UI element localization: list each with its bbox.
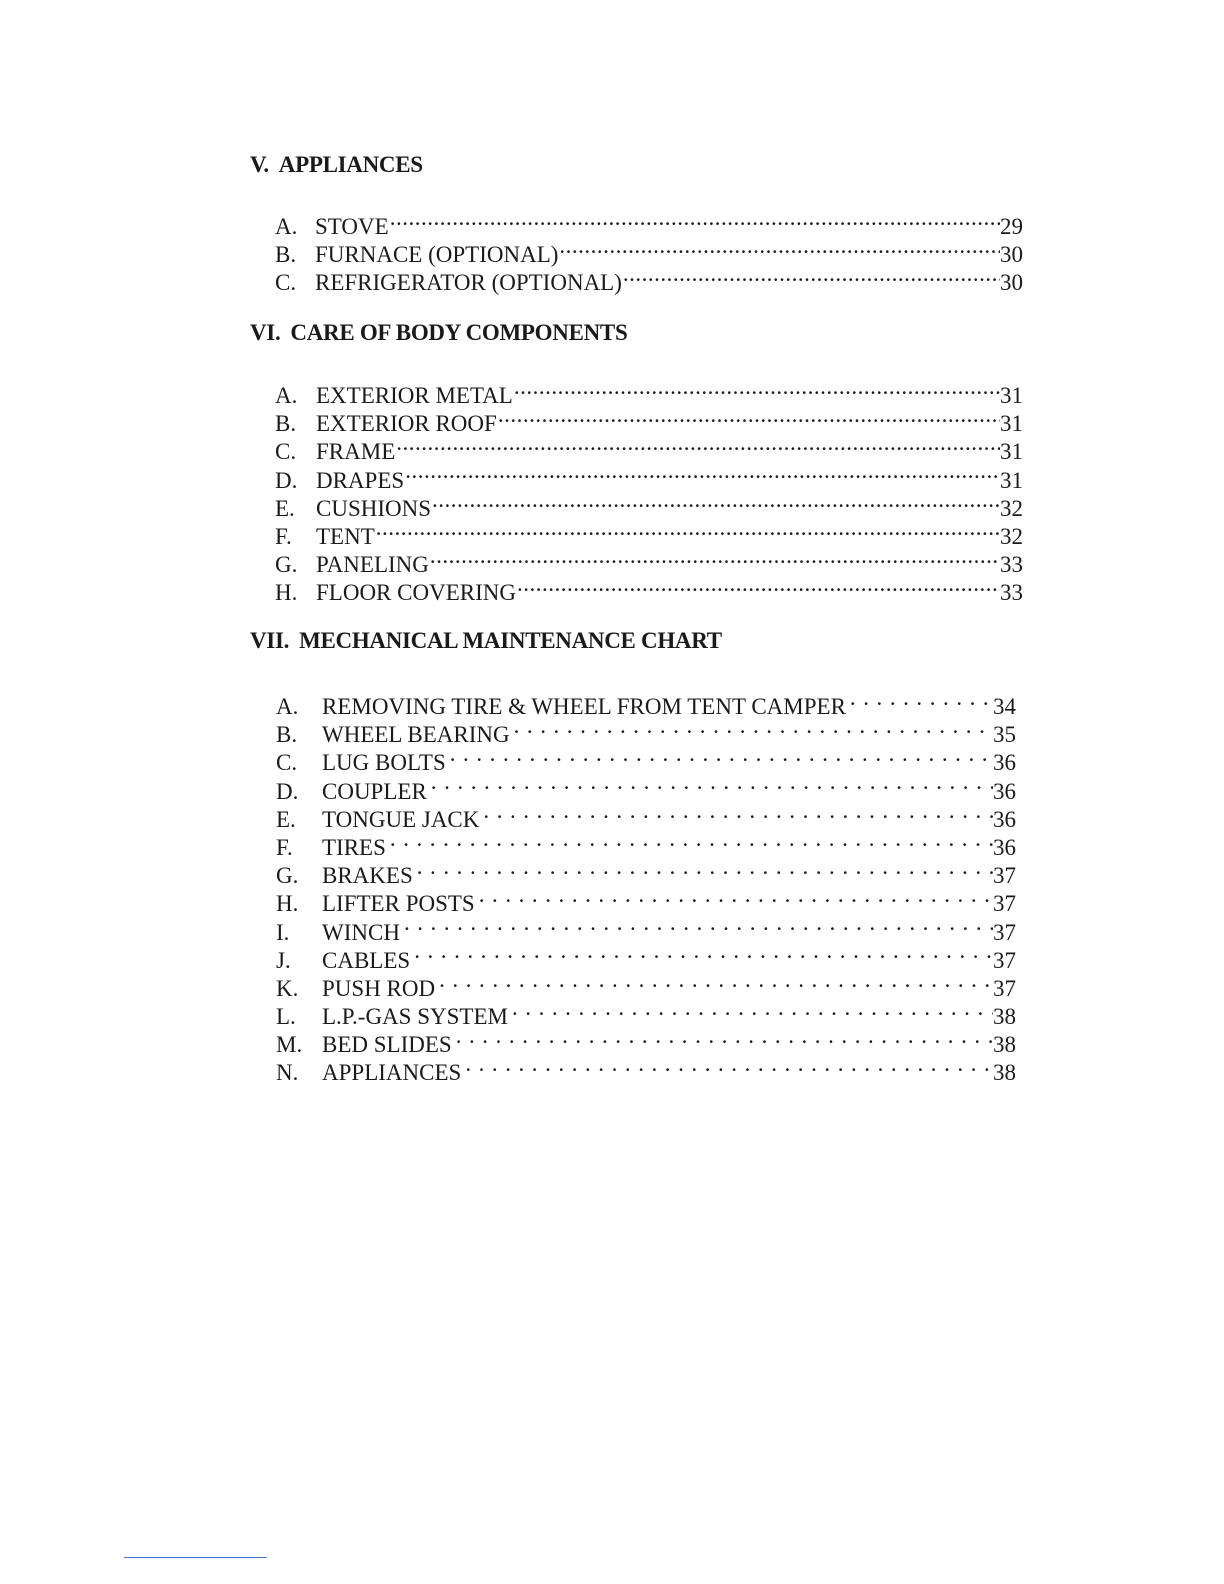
entry-letter: N. (276, 1060, 299, 1086)
entry-page-number: 29 (1000, 214, 1023, 239)
entry-page-number: 36 (993, 806, 1016, 832)
dot-leader (475, 883, 993, 911)
dot-leader (427, 771, 993, 799)
dot-leader (510, 714, 993, 742)
entry-letter: B. (275, 411, 297, 437)
entry-title: LUG BOLTS (322, 750, 446, 776)
dot-leader (389, 206, 1000, 234)
dot-leader (508, 996, 993, 1024)
entry-letter: C. (276, 750, 298, 776)
entry-page-number: 31 (1000, 383, 1023, 408)
entry-title: CABLES (322, 947, 411, 973)
toc-section-care-of-body-components (250, 320, 1023, 606)
entry-letter: F. (275, 523, 292, 549)
dot-leader (558, 234, 1000, 262)
entry-page-number: 36 (993, 834, 1016, 860)
toc-entry[interactable] (276, 855, 1016, 889)
footer-rule (124, 1557, 267, 1558)
entry-letter: D. (276, 778, 299, 804)
entry-page-number: 37 (993, 919, 1016, 945)
dot-leader (410, 940, 993, 968)
section-heading (250, 152, 423, 178)
entry-title: WINCH (322, 919, 400, 945)
entry-title: LIFTER POSTS (322, 891, 475, 917)
toc-section-appliances (250, 152, 1023, 296)
entry-title: COUPLER (322, 778, 427, 804)
dot-leader (516, 572, 1000, 600)
entry-page-number: 30 (1000, 242, 1023, 268)
entry-page-number: 37 (993, 863, 1016, 889)
toc-entry-list (275, 206, 1023, 296)
entry-letter: B. (276, 722, 298, 748)
entry-letter: I. (276, 919, 290, 945)
entry-letter: K. (276, 975, 299, 1001)
entry-letter: C. (275, 439, 297, 465)
section-numeral: VII. (250, 628, 290, 653)
toc-entry[interactable] (275, 206, 1023, 239)
entry-title: PANELING (316, 552, 429, 578)
entry-title: TONGUE JACK (322, 806, 480, 832)
entry-page-number: 31 (1000, 411, 1023, 437)
entry-page-number: 36 (993, 750, 1016, 776)
entry-page-number: 33 (1000, 580, 1023, 606)
entry-title: L.P.-GAS SYSTEM (322, 1004, 508, 1030)
entry-letter: F. (276, 834, 293, 860)
entry-page-number: 35 (993, 722, 1016, 748)
entry-letter: A. (276, 694, 299, 719)
dot-leader (429, 544, 1000, 572)
toc-entry[interactable] (276, 686, 1016, 719)
entry-page-number: 33 (1000, 552, 1023, 578)
entry-letter: H. (275, 580, 298, 606)
entry-title: TIRES (322, 834, 386, 860)
entry-page-number: 30 (1000, 270, 1023, 296)
toc-entry[interactable] (275, 544, 1023, 578)
entry-letter: L. (276, 1004, 296, 1030)
section-title: CARE OF BODY COMPONENTS (290, 320, 628, 345)
toc-entry[interactable] (275, 516, 1023, 549)
section-numeral: V. (250, 152, 269, 177)
entry-page-number: 38 (993, 1004, 1016, 1030)
entry-title: FURNACE (OPTIONAL) (315, 242, 559, 268)
entry-title: BRAKES (322, 863, 413, 889)
entry-letter: J. (276, 947, 291, 973)
entry-page-number: 37 (993, 891, 1016, 917)
section-heading (250, 628, 722, 654)
entry-page-number: 31 (1000, 439, 1023, 465)
entry-letter: E. (276, 806, 296, 832)
entry-letter: H. (276, 891, 299, 917)
entry-page-number: 32 (1000, 523, 1023, 549)
entry-title: TENT (316, 523, 375, 549)
entry-page-number: 32 (1000, 495, 1023, 521)
entry-page-number: 37 (993, 947, 1016, 973)
dot-leader (435, 968, 993, 996)
entry-title: WHEEL BEARING (322, 722, 510, 748)
entry-letter: B. (275, 242, 297, 268)
dot-leader (413, 855, 993, 883)
entry-page-number: 31 (1000, 467, 1023, 493)
toc-entry[interactable] (276, 827, 1016, 860)
entry-letter: E. (275, 495, 295, 521)
dot-leader (513, 375, 1000, 403)
entry-title: PUSH ROD (322, 975, 436, 1001)
entry-page-number: 34 (993, 694, 1016, 719)
entry-letter: C. (275, 270, 297, 296)
section-heading (250, 320, 627, 346)
entry-page-number: 38 (993, 1060, 1016, 1086)
entry-title: BED SLIDES (322, 1032, 452, 1058)
entry-letter: G. (276, 863, 299, 889)
dot-leader (846, 686, 993, 714)
dot-leader (400, 912, 993, 940)
dot-leader (479, 799, 993, 827)
entry-letter: M. (276, 1032, 303, 1058)
toc-entry[interactable] (275, 375, 1023, 408)
toc-entry-list (275, 375, 1023, 606)
entry-page-number: 37 (993, 975, 1016, 1001)
entry-letter: A. (275, 214, 298, 239)
entry-letter: A. (275, 383, 298, 408)
entry-title: FRAME (316, 439, 396, 465)
toc-section-mechanical-maintenance-chart (250, 628, 1016, 1086)
dot-leader (431, 488, 1000, 516)
toc-entry-list (276, 686, 1016, 1086)
dot-leader (395, 431, 1000, 459)
dot-leader (404, 460, 1000, 488)
entry-title: DRAPES (316, 467, 405, 493)
dot-leader (446, 742, 993, 770)
entry-title: EXTERIOR ROOF (316, 411, 497, 437)
entry-letter: D. (275, 467, 298, 493)
dot-leader (622, 262, 1000, 290)
entry-title: REFRIGERATOR (OPTIONAL) (315, 270, 622, 296)
section-title: APPLIANCES (278, 152, 423, 177)
entry-page-number: 36 (993, 778, 1016, 804)
entry-title: APPLIANCES (322, 1060, 462, 1086)
section-title: MECHANICAL MAINTENANCE CHART (299, 628, 722, 653)
entry-title: EXTERIOR METAL (316, 383, 513, 408)
dot-leader (375, 516, 1000, 544)
entry-letter: G. (275, 552, 298, 578)
entry-page-number: 38 (993, 1032, 1016, 1058)
section-numeral: VI. (250, 320, 281, 345)
entry-title: REMOVING TIRE & WHEEL FROM TENT CAMPER (322, 694, 846, 719)
dot-leader (386, 827, 993, 855)
dot-leader (497, 403, 1000, 431)
entry-title: FLOOR COVERING (316, 580, 516, 606)
entry-title: STOVE (315, 214, 389, 239)
dot-leader (461, 1052, 993, 1080)
entry-title: CUSHIONS (316, 495, 432, 521)
dot-leader (452, 1024, 993, 1052)
